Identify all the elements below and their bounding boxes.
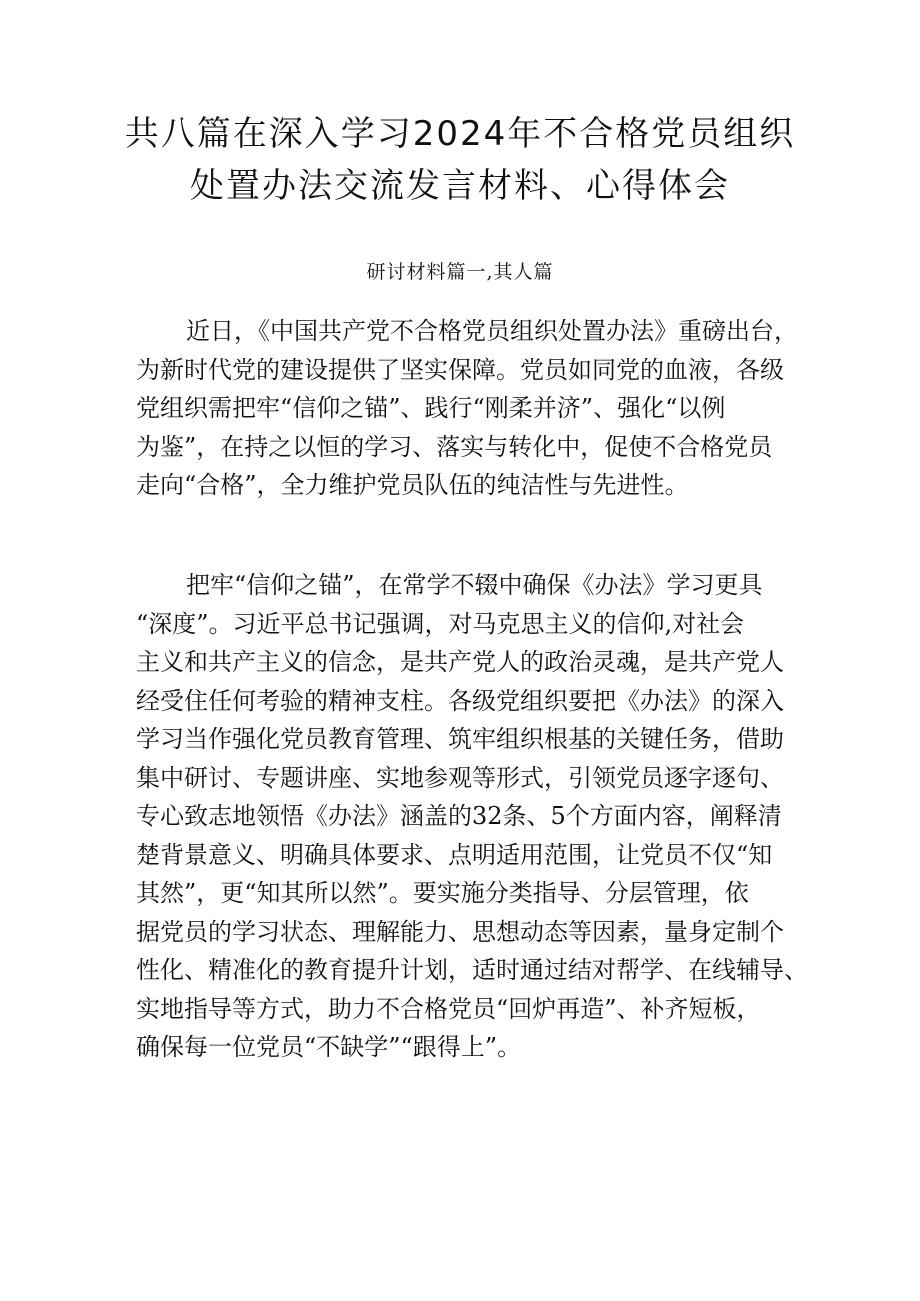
paragraph-line: 近日，《中国共产党不合格党员组织处置办法》重磅出台， xyxy=(186,317,798,345)
paragraph-line: 党组织需把牢“信仰之锚”、践行“刚柔并济”、强化“以例 xyxy=(136,394,726,422)
paragraph-line: 为新时代党的建设提供了坚实保障。党员如同党的血液，各级 xyxy=(136,355,784,384)
title-line-2: 处置办法交流发言材料、心得体会 xyxy=(190,166,730,206)
paragraph-line: 确保每一位党员“不缺学”“跟得上”。 xyxy=(136,1033,522,1061)
paragraph-line: 其然”，更“知其所以然”。要实施分类指导、分层管理，依 xyxy=(136,879,749,907)
title-line-1: 共八篇在深入学习2024年不合格党员组织 xyxy=(124,114,796,154)
paragraph-line: 经受住任何考验的精神支柱。各级党组织要把《办法》的深入 xyxy=(136,686,784,715)
paragraph-line: 据党员的学习状态、理解能力、思想动态等因素，量身定制个 xyxy=(136,917,784,946)
paragraph-1 xyxy=(136,312,798,505)
paragraph-line: 走向“合格”，全力维护党员队伍的纯洁性与先进性。 xyxy=(136,471,689,499)
paragraph-line: 主义和共产主义的信念，是共产党人的政治灵魂，是共产党人 xyxy=(136,648,784,676)
paragraph-line: 集中研讨、专题讲座、实地参观等形式，引领党员逐字逐句、 xyxy=(136,763,784,792)
paragraph-line: 为鉴”，在持之以恒的学习、落实与转化中，促使不合格党员 xyxy=(136,432,773,461)
paragraph-line: “深度”。习近平总书记强调，对马克思主义的信仰,对社会 xyxy=(136,609,745,638)
paragraph-line: 实地指导等方式，助力不合格党员“回炉再造”、补齐短板， xyxy=(136,994,761,1023)
paragraph-line: 性化、精准化的教育提升计划，适时通过结对帮学、在线辅导、 xyxy=(136,956,808,984)
paragraph-line: 专心致志地领悟《办法》涵盖的32条、5个方面内容，阐释清 xyxy=(136,802,782,830)
paragraph-2 xyxy=(136,566,808,1067)
paragraph-line: 楚背景意义、明确具体要求、点明适用范围，让党员不仅“知 xyxy=(136,840,773,869)
paragraph-line: 学习当作强化党员教育管理、筑牢组织根基的关键任务，借助 xyxy=(136,725,784,753)
document-title xyxy=(100,108,820,212)
paragraph-line: 把牢“信仰之锚”，在常学不辍中确保《办法》学习更具 xyxy=(186,571,763,599)
section-subtitle: 研讨材料篇一,其人篇 xyxy=(366,261,554,283)
